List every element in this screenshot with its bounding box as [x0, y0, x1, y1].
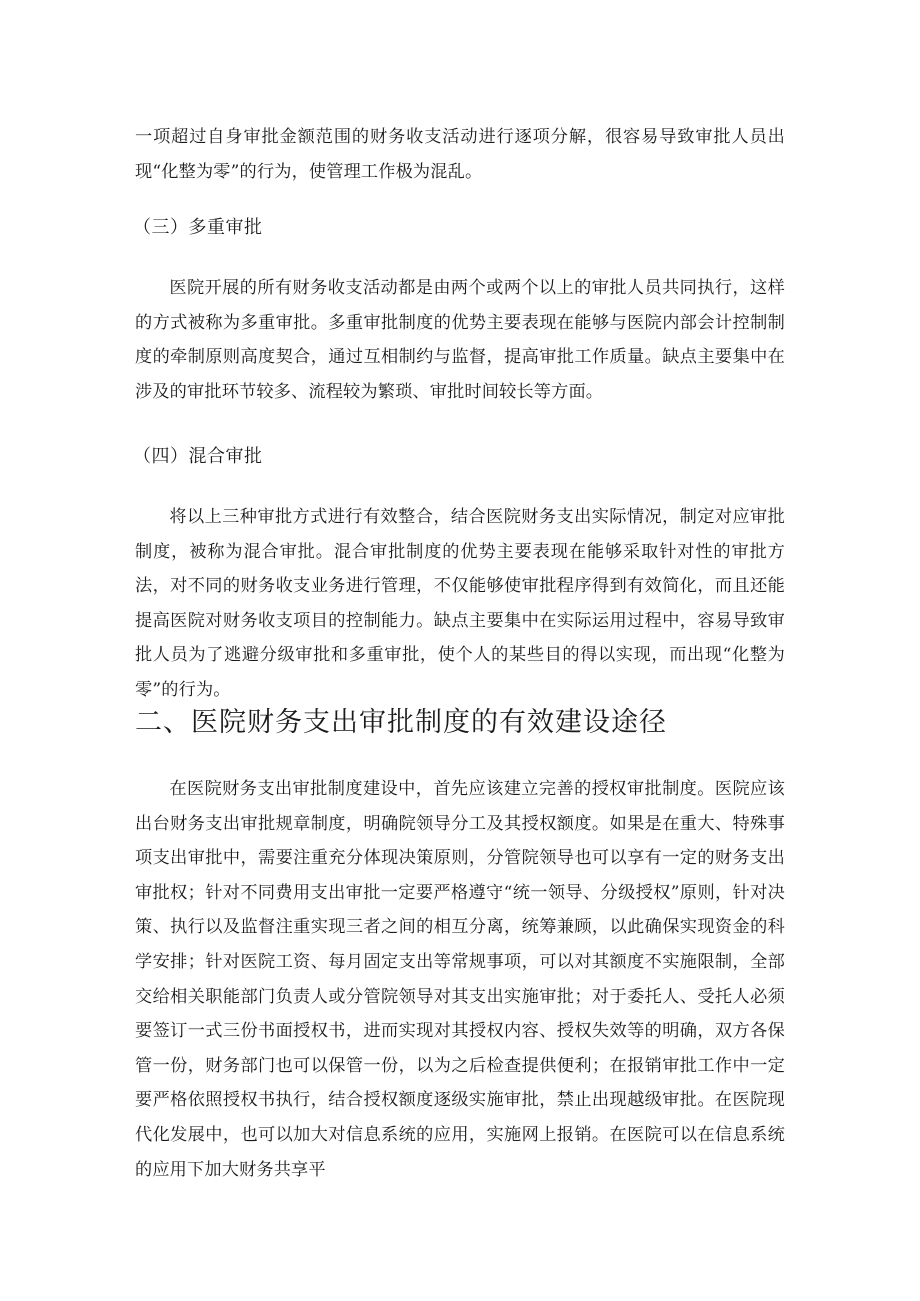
chapter-title: 二、医院财务支出审批制度的有效建设途径 [135, 707, 667, 738]
section-heading-mixed-approval: （四）混合审批 [133, 446, 263, 467]
section-body-mixed-approval: 将以上三种审批方式进行有效整合，结合医院财务支出实际情况，制定对应审批制度，被称为混合审批。混合审批制度的优势主要表现在能够采取针对性的审批方法，对不同的财务收支业务进行管理，不仅能够使审批程序得到有效简化，而且还能提高医院对财务收支项目的控制能力。缺点主要集中在实际运用过程中，容易导致审批人员为了逃避分级审批和多重审批，使个人的某些目的得以实现，而出现“化整为零”的行为。 [135, 507, 785, 700]
section-body-multiple-approval: 医院开展的所有财务收支活动都是由两个或两个以上的审批人员共同执行，这样的方式被称为多重审批。多重审批制度的优势主要表现在能够与医院内部会计控制制度的牵制原则高度契合，通过互相制约与监督，提高审批工作质量。缺点主要集中在涉及的审批环节较多、流程较为繁琐、审批时间较长等方面。 [135, 278, 785, 402]
chapter-body: 在医院财务支出审批制度建设中，首先应该建立完善的授权审批制度。医院应该出台财务支出审批规章制度，明确院领导分工及其授权额度。如果是在重大、特殊事项支出审批中，需要注重充分体现决策原则，分管院领导也可以享有一定的财务支出审批权；针对不同费用支出审批一定要严格遵守“统一领导、分级授权”原则，针对决策、执行以及监督注重实现三者之间的相互分离，统筹兼顾，以此确保实现资金的科学安排；针对医院工资、每月固定支出等常规事项，可以对其额度不实施限制，全部交给相关职能部门负责人或分管院领导对其支出实施审批；对于委托人、受托人必须要签订一式三份书面授权书，进而实现对其授权内容、授权失效等的明确，双方各保管一份，财务部门也可以保管一份，以为之后检查提供便利；在报销审批工作中一定要严格依照授权书执行，结合授权额度逐级实施审批，禁止出现越级审批。在医院现代化发展中，也可以加大对信息系统的应用，实施网上报销。在医院可以在信息系统的应用下加大财务共享平 [135, 779, 785, 1180]
section-heading-multiple-approval: （三）多重审批 [133, 217, 263, 238]
opening-paragraph: 一项超过自身审批金额范围的财务收支活动进行逐项分解，很容易导致审批人员出现“化整为零”的行为，使管理工作极为混乱。 [135, 127, 785, 182]
